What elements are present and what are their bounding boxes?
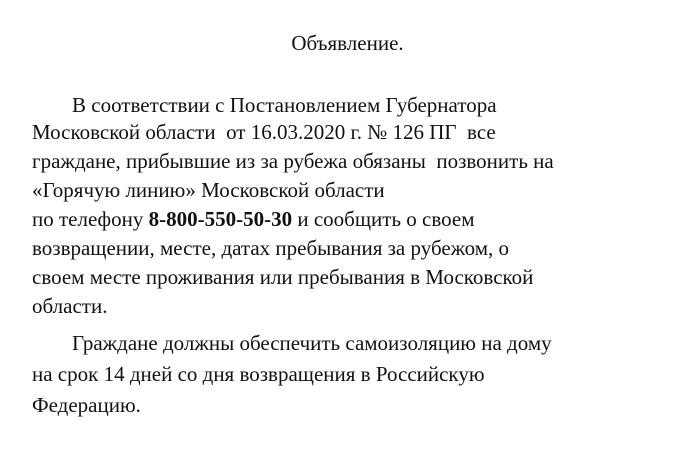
paragraph-1-line-3: граждане, прибывшие из за рубежа обязаны позвонить на <box>32 149 554 173</box>
paragraph-1-line-8: области. <box>32 294 108 318</box>
paragraph-2-line-3: Федерацию. <box>32 393 141 417</box>
paragraph-1-line-5 <box>32 206 475 232</box>
paragraph-1-line-2: Московской области от 16.03.2020 г. № 126 ПГ все <box>32 120 496 144</box>
paragraph-2-line-1: Граждане должны обеспечить самоизоляцию на дому <box>72 331 552 355</box>
paragraph-1-line-1: В соответствии с Постановлением Губернатора <box>72 93 497 117</box>
announcement-title: Объявление. <box>291 31 404 55</box>
paragraph-1-line-6: возвращении, месте, датах пребывания за рубежом, о <box>32 236 510 260</box>
paragraph-1-line-4: «Горячую линию» Московской области <box>32 178 385 202</box>
paragraph-2-line-2: на срок 14 дней со дня возвращения в Российскую <box>32 362 485 386</box>
hotline-phone-number: 8-800-550-50-30 <box>148 207 293 231</box>
paragraph-1-line-7: своем месте проживания или пребывания в Московской <box>32 265 534 289</box>
phone-prefix-text: по телефону <box>32 207 149 231</box>
phone-suffix-text: и сообщить о своем <box>292 207 475 231</box>
